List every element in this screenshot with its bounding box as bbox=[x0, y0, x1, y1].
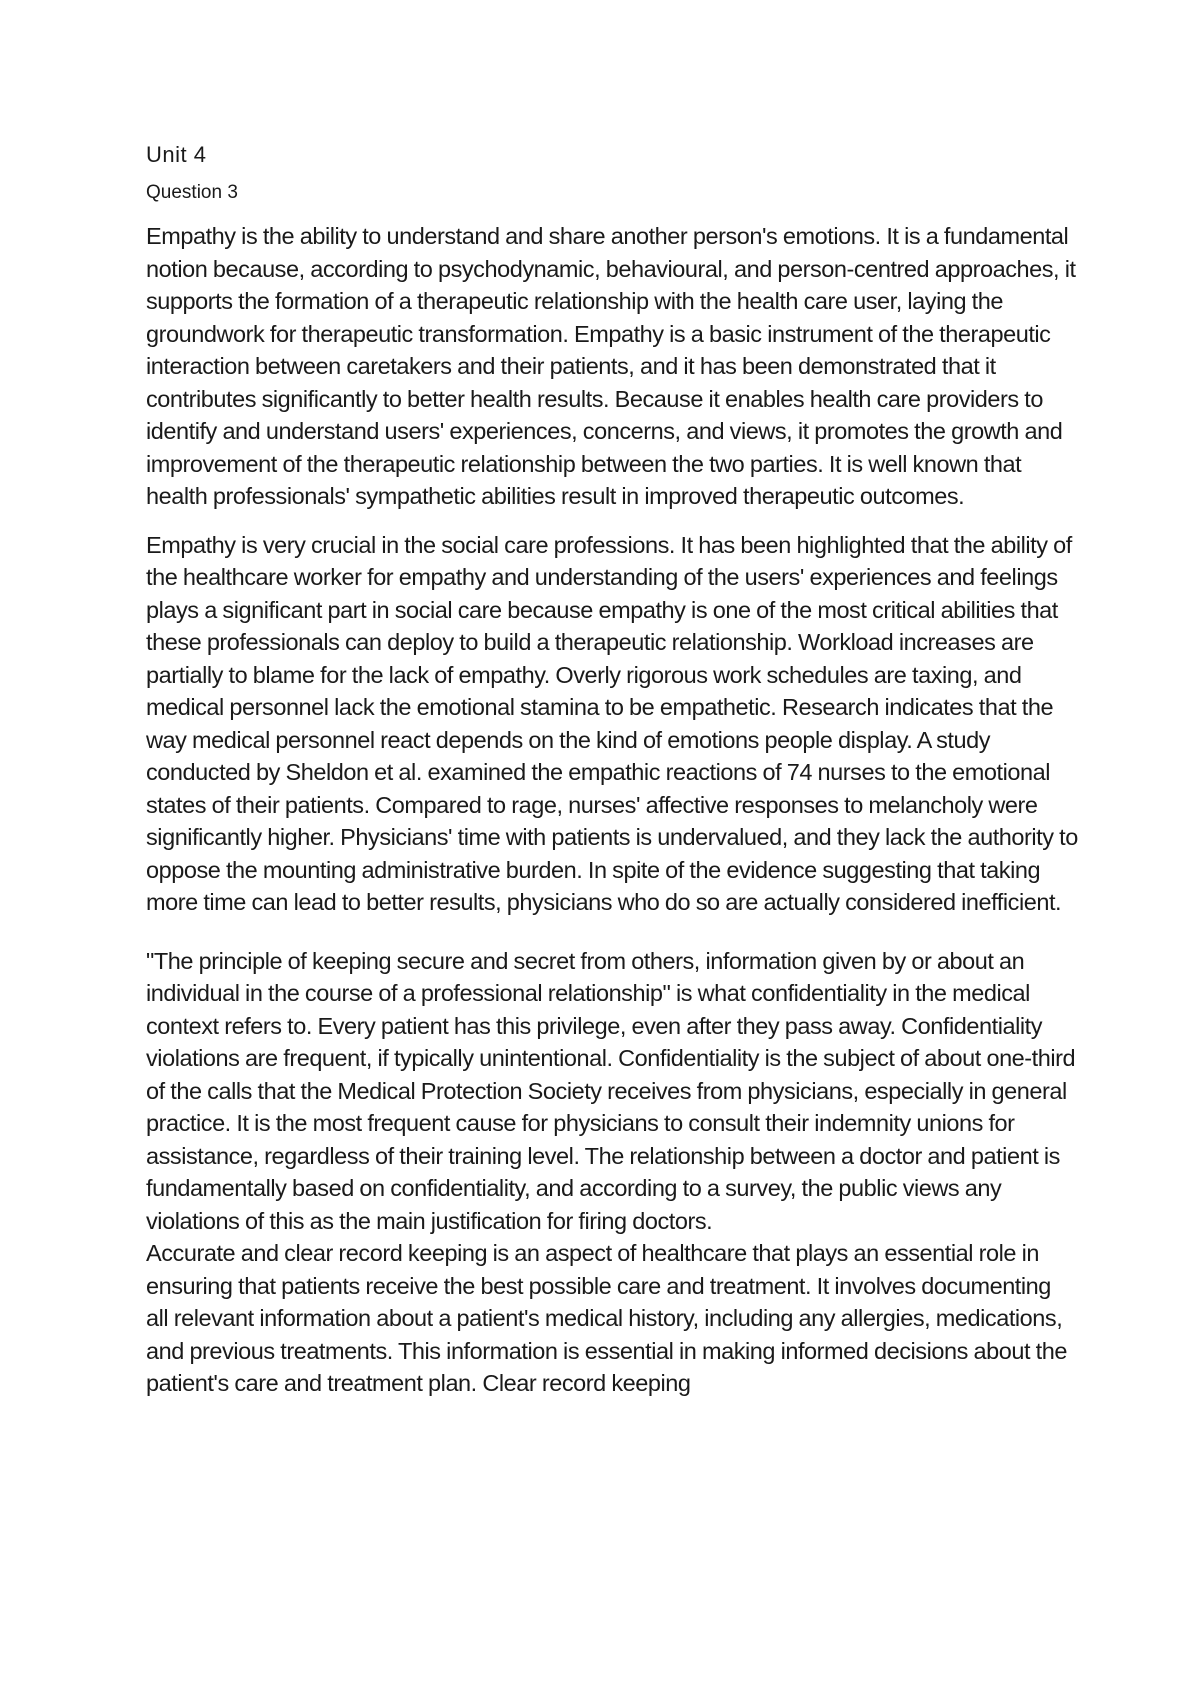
paragraph-empathy-social-care: Empathy is very crucial in the social care professions. It has been highlighted that the ability of the healthcare worker for empathy and understanding of the users' experiences and feelings plays a significant part in social care because empathy is one of the most critical abilities that these professionals can deploy to build a therapeutic relationship. Workload increases are partially to blame for the lack of empathy. Overly rigorous work schedules are taxing, and medical personnel lack the emotional stamina to be empathetic. Research indicates that the way medical personnel react depends on the kind of emotions people display. A study conducted by Sheldon et al. examined the empathic reactions of 74 nurses to the emotional states of their patients. Compared to rage, nurses' affective responses to melancholy were significantly higher. Physicians' time with patients is undervalued, and they lack the authority to oppose the mounting administrative burden. In spite of the evidence suggesting that taking more time can lead to better results, physicians who do so are actually considered inefficient. bbox=[146, 531, 1078, 915]
question-heading: Question 3 bbox=[146, 182, 238, 203]
document-body bbox=[146, 140, 1078, 1400]
paragraph-empathy-definition: Empathy is the ability to understand and share another person's emotions. It is a fundamental notion because, according to psychodynamic, behavioural, and person-centred approaches, it supports the formation of a therapeutic relationship with the health care user, laying the groundwork for therapeutic transformation. Empathy is a basic instrument of the therapeutic interaction between caretakers and their patients, and it has been demonstrated that it contributes significantly to better health results. Because it enables health care providers to identify and understand users' experiences, concerns, and views, it promotes the growth and improvement of the therapeutic relationship between the two parties. It is well known that health professionals' sympathetic abilities result in improved therapeutic outcomes. bbox=[146, 223, 1076, 509]
paragraph-confidentiality: "The principle of keeping secure and secret from others, information given by or about an individual in the course of a professional relationship" is what confidentiality in the medical context refers to. Every patient has this privilege, even after they pass away. Confidentiality violations are frequent, if typically unintentional. Confidentiality is the subject of about one-third of the calls that the Medical Protection Society receives from physicians, especially in general practice. It is the most frequent cause for physicians to consult their indemnity unions for assistance, regardless of their training level. The relationship between a doctor and patient is fundamentally based on confidentiality, and according to a survey, the public views any violations of this as the main justification for firing doctors. bbox=[146, 947, 1076, 1234]
paragraph-record-keeping: Accurate and clear record keeping is an aspect of healthcare that plays an essential role in ensuring that patients receive the best possible care and treatment. It involves documenting all relevant information about a patient's medical history, including any allergies, medications, and previous treatments. This information is essential in making informed decisions about the patient's care and treatment plan. Clear record keeping bbox=[146, 1240, 1067, 1396]
unit-heading: Unit 4 bbox=[146, 142, 207, 167]
